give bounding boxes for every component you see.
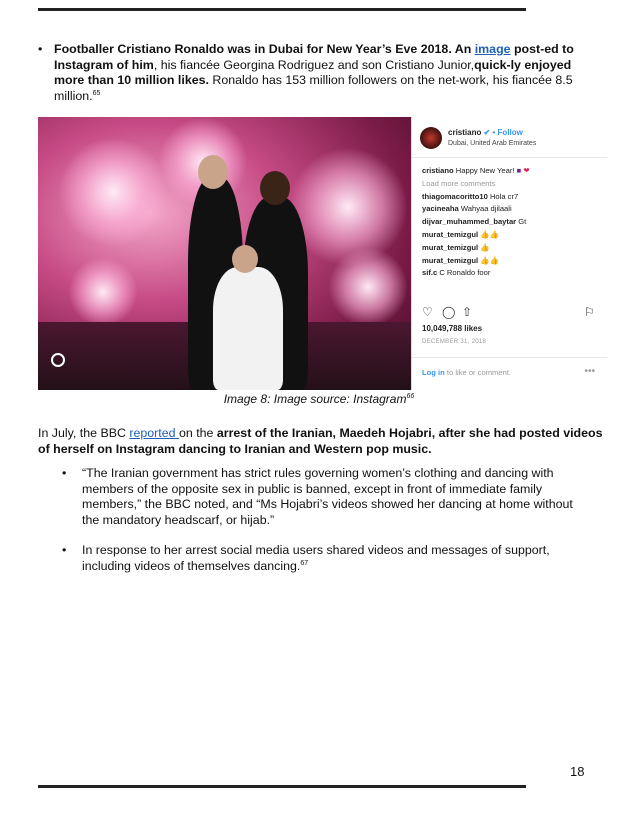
bullet-ronaldo bbox=[38, 42, 600, 104]
follow-button[interactable]: • Follow bbox=[492, 128, 523, 137]
post-caption: cristiano Happy New Year! ■ ❤ bbox=[422, 166, 530, 175]
comment-row: thiagomacoritto10 Hola cr7 bbox=[422, 191, 519, 201]
bullet-marker: • bbox=[38, 42, 43, 56]
footnote-ref[interactable]: 66 bbox=[406, 393, 415, 400]
bullet-plain-a: , his fiancée Georgina Rodriguez and son Cristiano Junior, bbox=[153, 57, 475, 72]
para-bold: arrest of the Iranian, Maedeh Hojabri, after she had posted videos of herself on Instagram dancing to Iranian and Western pop music. bbox=[38, 426, 603, 456]
username[interactable]: cristiano bbox=[448, 128, 482, 137]
sub-bullet bbox=[62, 543, 582, 574]
comment-row: sif.c C Ronaldo foor bbox=[422, 268, 491, 278]
verified-icon: ✔ bbox=[483, 128, 491, 137]
comment-row: murat_temizgul 👍 bbox=[422, 242, 490, 252]
comment-icon[interactable]: ◯ bbox=[442, 305, 456, 319]
sub-bullet-text: “The Iranian government has strict rules governing women’s clothing and dancing with members of the opposite sex in public is banned, except in front of immediate family members,” the BBC noted, and “Ms Hojabri’s videos showed her dancing at home without the mandatory headscarf, or hijab.” bbox=[82, 466, 573, 527]
more-options-icon[interactable]: ••• bbox=[584, 366, 595, 377]
bullet-bold-b: post-ed to Instagram of him bbox=[54, 42, 574, 72]
footnote-ref[interactable]: 67 bbox=[300, 559, 309, 567]
comment-row: murat_temizgul 👍👍 bbox=[422, 255, 500, 265]
comment-row: yacineaha Wahyaa djilaali bbox=[422, 204, 512, 214]
post-date: DECEMBER 31, 2018 bbox=[422, 339, 487, 345]
bullet-plain-b: Ronaldo has 153 million followers on the net-work, his fiancée 8.5 million. bbox=[54, 73, 573, 103]
login-text: to like or comment. bbox=[444, 368, 512, 377]
like-count[interactable]: 10,049,788 likes bbox=[422, 324, 483, 333]
instagram-user-icon bbox=[51, 353, 65, 367]
top-rule bbox=[38, 8, 526, 11]
login-bar bbox=[412, 357, 607, 377]
instagram-post-panel bbox=[411, 117, 607, 390]
bottom-rule bbox=[38, 785, 526, 788]
figure-caption: Image 8: Image source: Instagram$^{66}$ bbox=[223, 392, 415, 406]
load-more-comments[interactable]: Load more comments bbox=[422, 178, 496, 188]
post-header bbox=[412, 117, 607, 158]
share-icon[interactable]: ⇧ bbox=[462, 305, 473, 319]
post-actions bbox=[422, 305, 597, 321]
post-author bbox=[448, 128, 523, 137]
reported-link[interactable]: reported bbox=[129, 426, 179, 440]
avatar[interactable] bbox=[420, 127, 442, 149]
comment-list bbox=[422, 165, 602, 280]
footnote-ref[interactable]: 65 bbox=[92, 89, 101, 97]
comment-row: murat_temizgul 👍👍 bbox=[422, 229, 500, 239]
page-number: 18 bbox=[570, 764, 585, 779]
comment-row: dijvar_muhammed_baytar Gt bbox=[422, 217, 527, 227]
ronaldo-family-photo bbox=[38, 117, 411, 390]
bullet-bold-a: Footballer Cristiano Ronaldo was in Dubai for New Year’s Eve 2018. An bbox=[54, 42, 475, 56]
login-link[interactable]: Log in bbox=[422, 368, 445, 377]
bullet-marker: • bbox=[62, 466, 67, 480]
location[interactable]: Dubai, United Arab Emirates bbox=[448, 140, 537, 147]
sub-bullet bbox=[62, 466, 582, 528]
bookmark-icon[interactable]: ⚐ bbox=[584, 305, 595, 319]
bullet-marker: • bbox=[62, 543, 67, 557]
para-plain-a: In July, the BBC bbox=[38, 426, 130, 440]
sub-bullet-text: In response to her arrest social media users shared videos and messages of support, including videos of themselves dancing.$^{67}$ bbox=[82, 543, 550, 573]
para-plain-b: on the bbox=[178, 426, 217, 440]
bullet-text bbox=[54, 42, 600, 104]
image-link[interactable]: image bbox=[474, 42, 511, 56]
instagram-figure bbox=[38, 117, 606, 390]
heart-icon[interactable]: ♡ bbox=[422, 305, 433, 319]
bullet-bold-c: quick-ly enjoyed more than 10 million likes. bbox=[54, 57, 572, 87]
bbc-paragraph bbox=[38, 426, 603, 457]
